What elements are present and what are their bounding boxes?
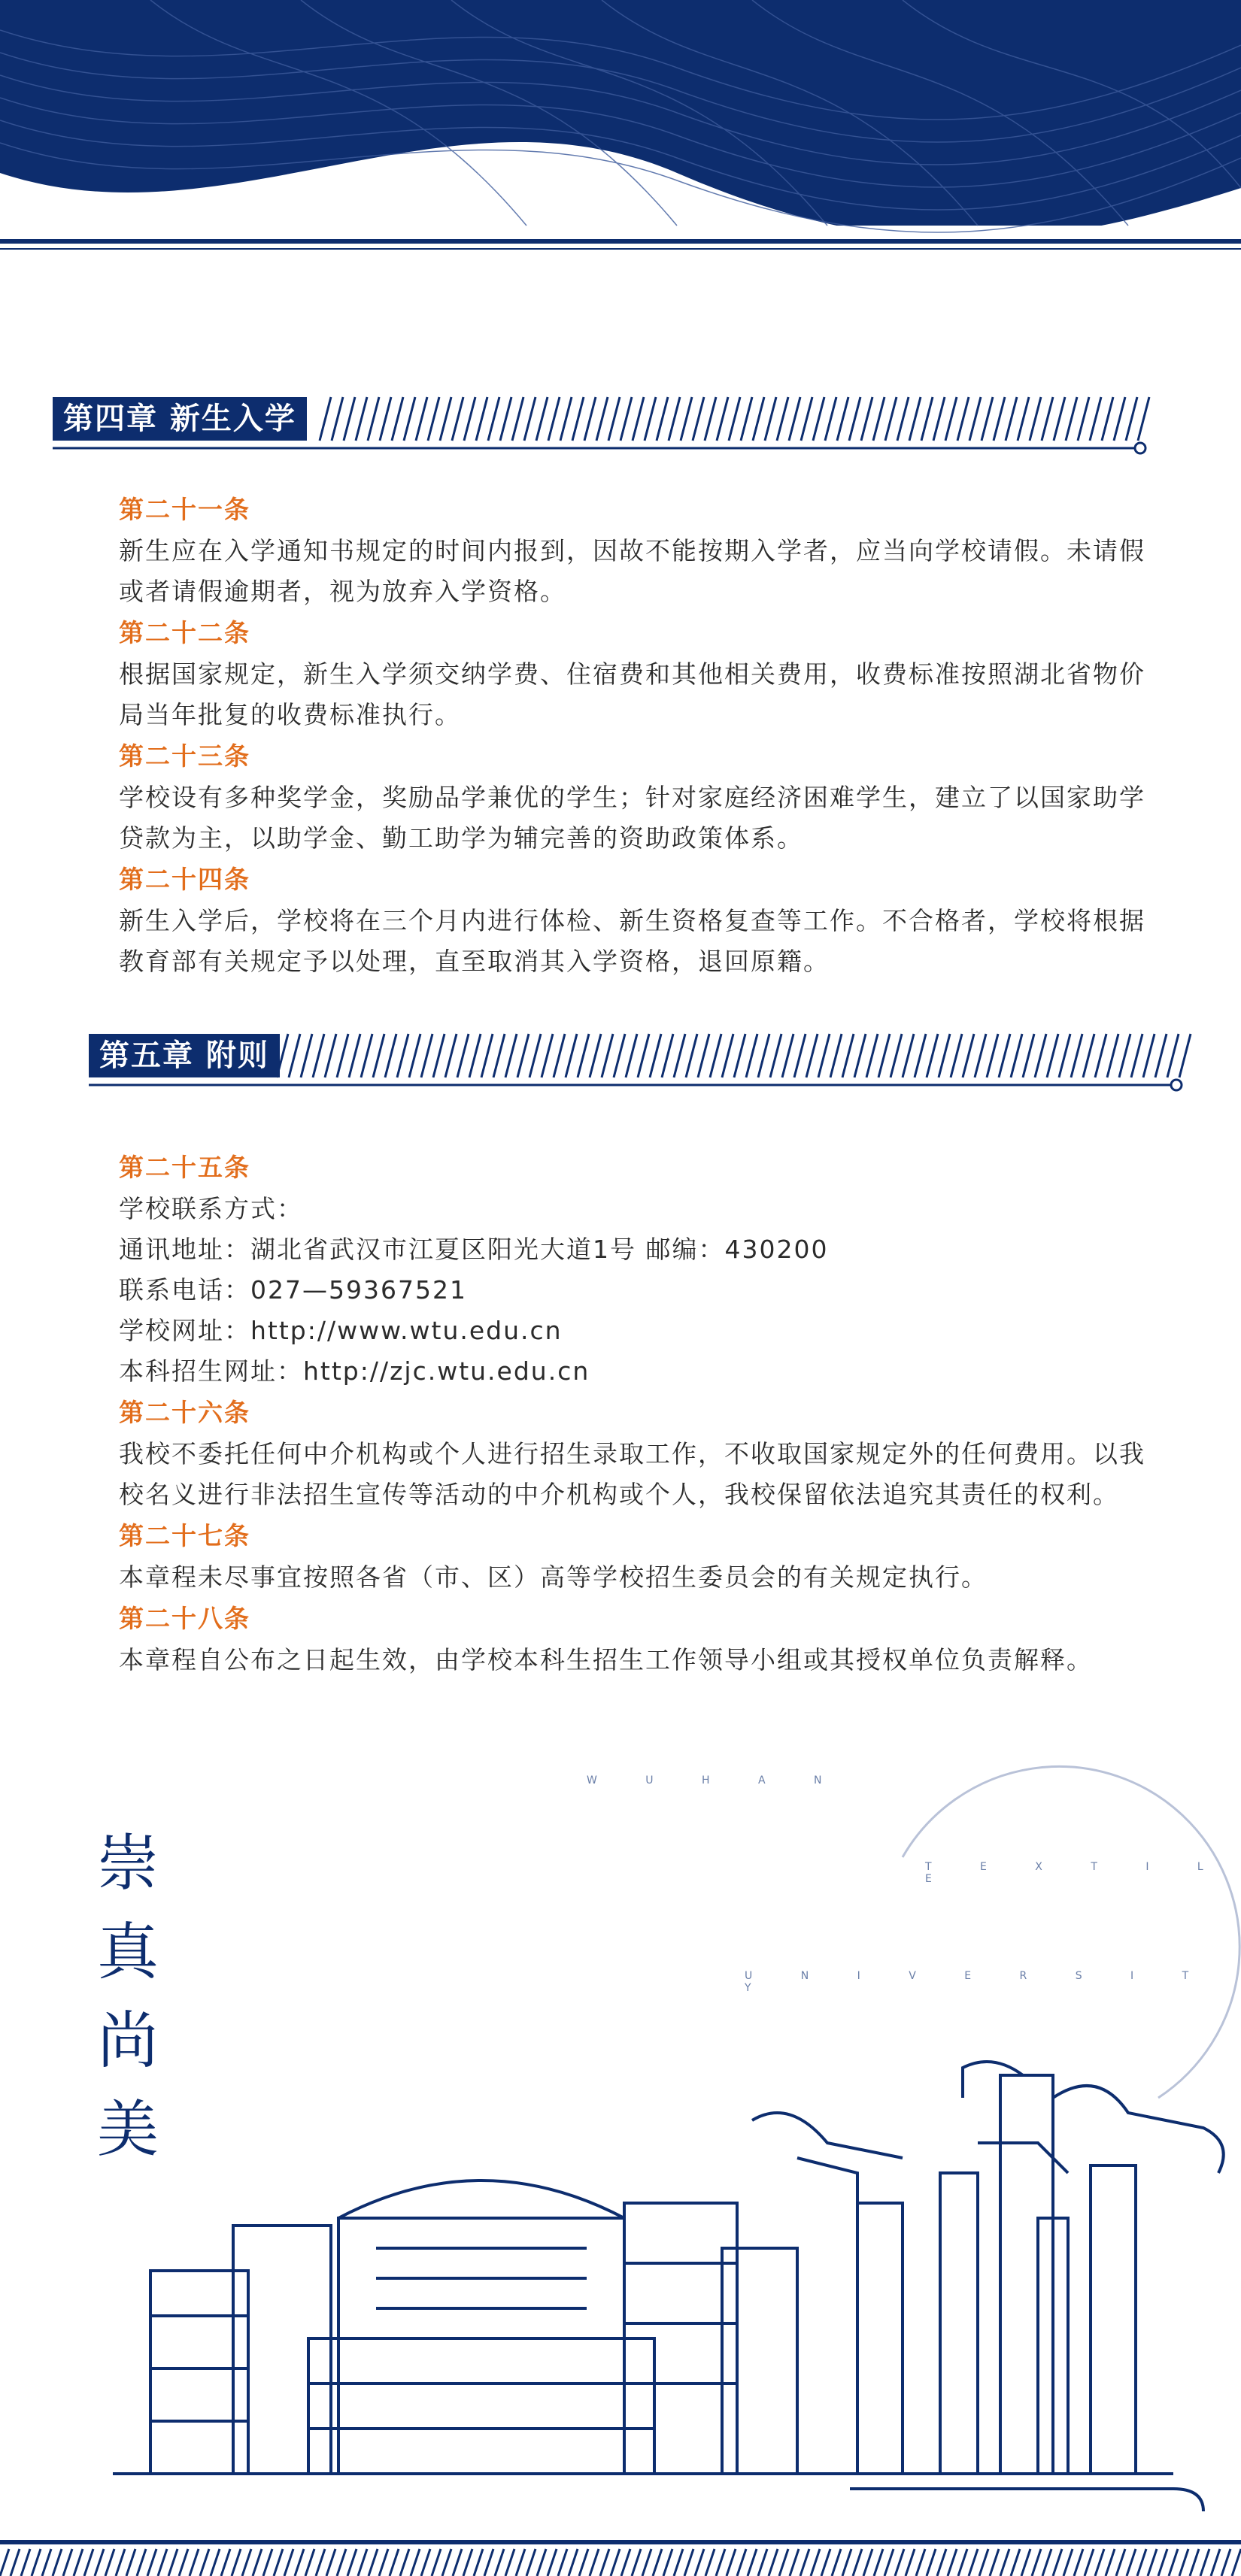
article-24-text: 新生入学后，学校将在三个月内进行体检、新生资格复查等工作。不合格者，学校将根据教育部有关规定予以处理，直至取消其入学资格，退回原籍。 xyxy=(119,906,1145,976)
chapter-4-content xyxy=(119,489,1149,982)
article-23-title: 第二十三条 xyxy=(119,741,250,771)
contact-admission-website[interactable]: 本科招生网址：http://zjc.wtu.edu.cn xyxy=(119,1356,590,1386)
slogan-vertical xyxy=(90,1820,165,2174)
article-23 xyxy=(119,735,1149,859)
contact-website[interactable]: 学校网址：http://www.wtu.edu.cn xyxy=(119,1316,563,1345)
article-25 xyxy=(119,1147,1149,1392)
article-22-text: 根据国家规定，新生入学须交纳学费、住宿费和其他相关费用，收费标准按照湖北省物价局当年批复的收费标准执行。 xyxy=(119,659,1145,729)
article-28 xyxy=(119,1598,1149,1680)
chapter-4-title: 第四章 新生入学 xyxy=(53,397,307,441)
slogan-char: 崇 xyxy=(96,1828,159,1899)
article-27-text: 本章程未尽事宜按照各省（市、区）高等学校招生委员会的有关规定执行。 xyxy=(119,1562,988,1592)
article-22 xyxy=(119,612,1149,735)
article-21-text: 新生应在入学通知书规定的时间内报到，因故不能按期入学者，应当向学校请假。未请假或者请假逾期者，视为放弃入学资格。 xyxy=(119,536,1145,606)
contact-phone: 联系电话：027—59367521 xyxy=(119,1275,467,1305)
chapter-5-title: 第五章 附则 xyxy=(89,1034,280,1077)
header-wave-band xyxy=(0,0,1241,256)
slogan-char: 真 xyxy=(96,1917,159,1988)
article-24-title: 第二十四条 xyxy=(119,865,250,894)
slogan-char: 美 xyxy=(96,2094,159,2165)
article-21 xyxy=(119,489,1149,612)
article-27-title: 第二十七条 xyxy=(119,1521,250,1550)
article-28-title: 第二十八条 xyxy=(119,1604,250,1633)
decor-university: U N I V E R S I T Y xyxy=(745,1970,1212,1994)
article-22-title: 第二十二条 xyxy=(119,618,250,647)
article-26-title: 第二十六条 xyxy=(119,1398,250,1427)
chapter-5-header xyxy=(0,1026,1241,1094)
chapter-4-header xyxy=(0,389,1241,457)
article-25-title: 第二十五条 xyxy=(119,1153,250,1182)
contact-address: 通讯地址：湖北省武汉市江夏区阳光大道1号 邮编：430200 xyxy=(119,1235,829,1264)
article-24 xyxy=(119,859,1149,982)
article-21-title: 第二十一条 xyxy=(119,495,250,524)
article-26-text: 我校不委托任何中介机构或个人进行招生录取工作，不收取国家规定外的任何费用。以我校名义进行非法招生宣传等活动的中介机构或个人，我校保留依法追究其责任的权利。 xyxy=(119,1439,1145,1509)
chapter-5-content xyxy=(119,1147,1149,1680)
article-26 xyxy=(119,1392,1149,1515)
article-23-text: 学校设有多种奖学金，奖励品学兼优的学生；针对家庭经济困难学生，建立了以国家助学贷款为主，以助学金、勤工助学为辅完善的资助政策体系。 xyxy=(119,783,1145,853)
slogan-char: 尚 xyxy=(96,2005,159,2077)
article-28-text: 本章程自公布之日起生效，由学校本科生招生工作领导小组或其授权单位负责解释。 xyxy=(119,1645,1093,1674)
contact-line: 学校联系方式： xyxy=(119,1194,303,1223)
article-27 xyxy=(119,1515,1149,1598)
decor-wuhan: W U H A N xyxy=(587,1774,845,1787)
decor-textile: T E X T I L E xyxy=(925,1861,1226,1885)
